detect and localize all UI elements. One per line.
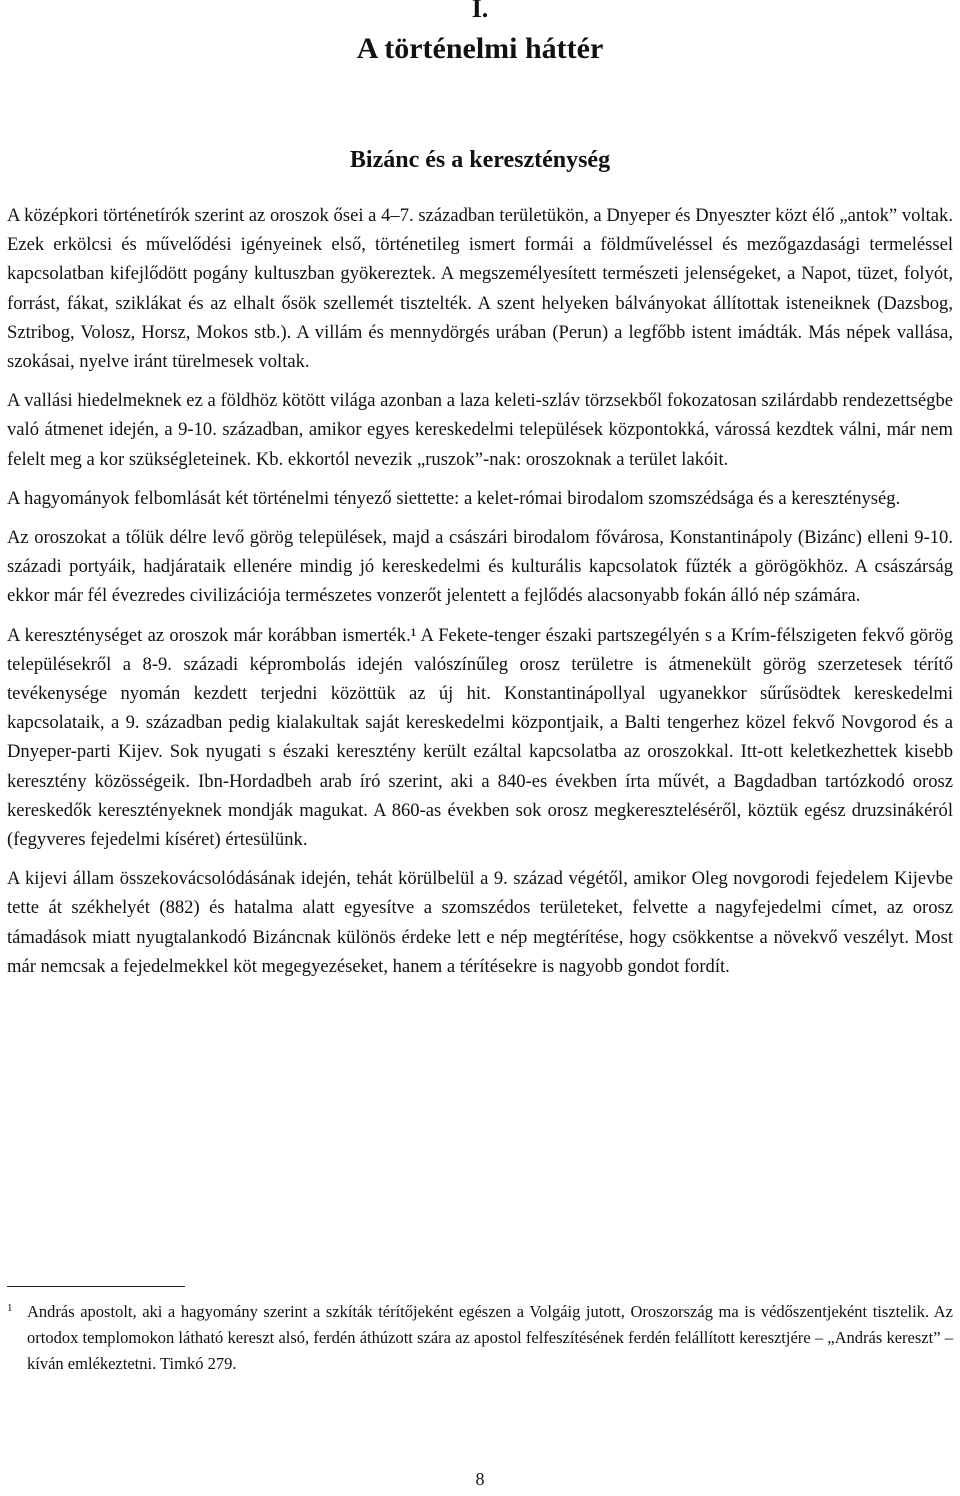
page-number: 8 bbox=[475, 1469, 485, 1489]
footnote bbox=[7, 1299, 953, 1377]
paragraph-3: A hagyományok felbomlását két történelmi tényező siettette: a kelet-római birodalom szomszédsága és a kereszténység. bbox=[7, 487, 901, 509]
chapter-title: A történelmi háttér bbox=[356, 32, 604, 65]
paragraph-1: A középkori történetírók szerint az oroszok ősei a 4–7. században területükön, a Dnyeper és Dnyeszter közt élő „antok” voltak. Ezek erkölcsi és művelődési igényeinek első, történetileg ismert formái a földműveléssel és mezőgazdasági termeléssel kapcsolatban kifejlődött pogány kultuszban gyökereztek. A megszemélyesített természeti jelenségeket, a Napot, tüzet, folyót, forrást, fákat, sziklákat és az elhalt ősök szellemét tisztelték. A szent helyeken bálványokat állítottak isteneiknek (Dazsbog, Sztribog, Volosz, Horsz, Mokos stb.). A villám és mennydörgés urában (Perun) a legfőbb istent imádták. Más népek vallása, szokásai, nyelve iránt türelmesek voltak. bbox=[7, 205, 953, 373]
footnote-text: András apostolt, aki a hagyomány szerint a szkíták térítőjeként egészen a Volgáig jutott, Oroszország ma is védőszentjeként tisztelik. Az ortodox templomokon látható kereszt alsó, ferdén áthúzott szára az apostol felfeszítésének ferdén felállított keresztjére – „András kereszt” – kíván emlékeztetni. Timkó 279. bbox=[27, 1302, 953, 1373]
paragraph-4: Az oroszokat a tőlük délre levő görög települések, majd a császári birodalom fővárosa, Konstantinápoly (Bizánc) elleni 9-10. századi portyáik, hadjárataik ellenére mindig jó kereskedelmi és kulturális kapcsolatok fűzték a görögökhöz. A császárság ekkor már fél évezredes civilizációja természetes vonzerőt jelentett a fejlődés alacsonyabb fokán álló nép számára. bbox=[7, 527, 953, 607]
footnote-separator bbox=[7, 1286, 185, 1287]
paragraph-2: A vallási hiedelmeknek ez a földhöz kötött világa azonban a laza keleti-szláv törzsekből fokozatosan szilárdabb rendezettségbe való átmenet idején, a 9-10. században, amikor egyes kereskedelmi települések központokká, várossá kezdtek válni, már nem felelt meg a kor szükségleteinek. Kb. ekkortól nevezik „ruszok”-nak: oroszoknak a terület lakóit. bbox=[7, 390, 953, 470]
paragraph-6: A kijevi állam összekovácsolódásának idején, tehát körülbelül a 9. század végétől, amikor Oleg novgorodi fejedelem Kijevbe tette át székhelyét (882) és hatalma alatt egyesítve a szomszédos területeket, felvette a nagyfejedelmi címet, az orosz támadások miatt nyugtalankodó Bizáncnak különös érdeke lett e nép megtérítése, hogy csökkentse a növekvő veszélyt. Most már nemcsak a fejedelmekkel köt megegyezéseket, hanem a térítésekre is nagyobb gondot fordít. bbox=[7, 868, 953, 977]
footnote-marker: 1 bbox=[7, 1302, 13, 1314]
paragraph-5: A kereszténységet az oroszok már korábban ismerték.¹ A Fekete-tenger északi partszegélyén s a Krím-félszigeten fekvő görög településekről a 8-9. századi képrombolás idején valószínűleg orosz területre is átmenekült görög szerzetesek térítő tevékenysége nyomán kezdett terjedni közöttük az új hit. Konstantinápollyal ugyanekkor sűrűsödtek kereskedelmi kapcsolataik, a 9. században pedig kialakultak saját kereskedelmi központjaik, a Balti tengerhez közel fekvő Novgorod és a Dnyeper-parti Kijev. Sok nyugati s északi keresztény került ezáltal kapcsolatba az oroszokkal. Itt-ott keletkezhettek kisebb keresztény közösségeik. Ibn-Hordadbeh arab író szerint, aki a 840-es években írta művét, a Bagdadban tartózkodó orosz kereskedők keresztényeknek mondják magukat. A 860-as években sok orosz megkereszteléséről, köztük egész druzsinákéról (fegyveres fejedelmi kíséret) értesülünk. bbox=[7, 624, 953, 851]
chapter-number: I. bbox=[471, 0, 489, 23]
section-title: Bizánc és a kereszténység bbox=[349, 147, 611, 173]
body-text bbox=[7, 201, 953, 991]
